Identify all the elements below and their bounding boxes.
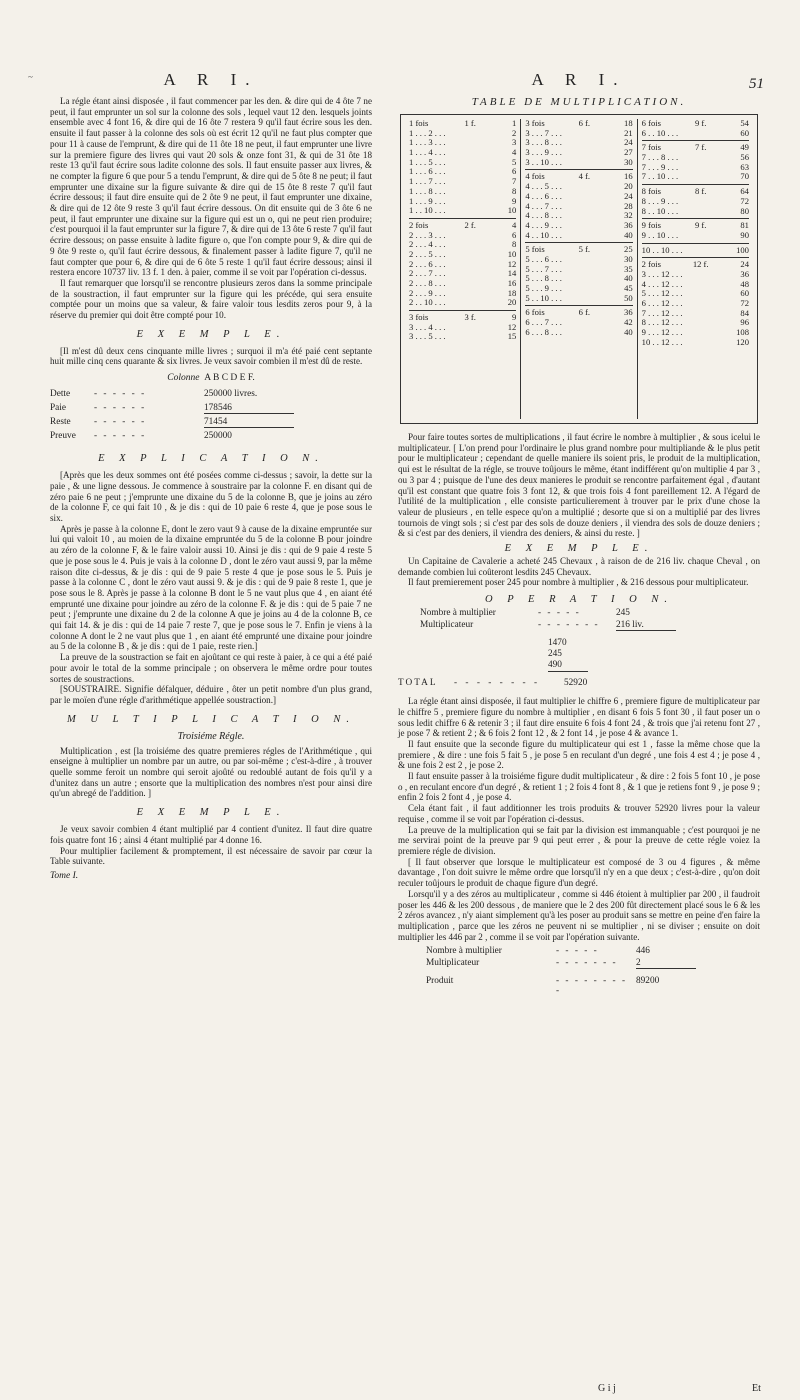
table-cell: 1 . . 10 . . .	[409, 205, 446, 216]
table-block	[642, 260, 749, 349]
table-cell: 30	[624, 253, 633, 264]
table-cell: 7 . . . 9 . . .	[641, 161, 679, 172]
section-heading-multiplication: M U L T I P L I C A T I O N.	[66, 713, 356, 725]
calc-dash: - - - - - -	[94, 403, 147, 414]
table-cell: 3 . . . 7 . . .	[525, 127, 562, 138]
table-cell: 6 f.	[578, 118, 591, 128]
table-column	[405, 119, 521, 419]
table-cell: 2 . . . 4 . . .	[409, 239, 446, 250]
table-block	[642, 246, 749, 259]
table-row	[642, 172, 749, 182]
table-cell: 2 . . 10 . . .	[409, 297, 446, 308]
paragraph: La régle étant ainsi disposée, il faut multiplier le chiffre 6 , premiere figure de multiplicateur par le chiffre 5 , premiere figure du nombre à multiplier , en disant 6 fois 5 font 30 , il faut poser un o sous ledit chiffre 6 & retenir 3 ; il faut dire ensuite 6 fois 4 font 24 , & trois que j'ai retenu font 27 , je pose 7 & retient 2 ; & 6 fois 2 font 12 , & 2 font 14 , je pose 4 & avance 1.	[398, 696, 760, 739]
table-row	[642, 207, 749, 217]
table-cell: 84	[740, 307, 749, 318]
table-cell: 120	[736, 336, 749, 347]
table-cell: 8 . . . 12 . . .	[641, 317, 683, 328]
table-cell: 1 fois	[409, 118, 429, 128]
margin-mark: ~	[28, 72, 33, 82]
table-cell: 21	[624, 127, 633, 138]
op-value: 89200	[636, 976, 660, 987]
table-cell: 10 . . 12 . . .	[641, 336, 683, 347]
table-cell: 6 . . . 12 . . .	[641, 298, 683, 308]
partial-product: 1470	[548, 638, 567, 649]
table-cell: 9	[512, 195, 517, 206]
table-row	[525, 158, 632, 168]
table-cell: 2 . . . 5 . . .	[409, 248, 446, 259]
table-cell: 90	[740, 229, 749, 240]
table-cell: 9 . . 10 . . .	[641, 229, 679, 240]
table-cell: 7 fois	[641, 142, 661, 153]
table-cell: 2 fois	[641, 259, 661, 270]
op-label: Multiplicateur	[426, 958, 480, 969]
calc-dash: - - - - - -	[94, 389, 147, 400]
table-cell: 7 . . 10 . . .	[641, 171, 679, 182]
table-cell: 4 . . . 12 . . .	[641, 278, 683, 289]
table-cell: 4 . . . 6 . . .	[525, 190, 562, 201]
table-cell: 2 . . . 9 . . .	[409, 287, 446, 298]
table-cell: 60	[740, 288, 749, 299]
total-value: 52920	[564, 678, 588, 689]
table-cell: 24	[624, 190, 633, 201]
table-block	[642, 221, 749, 243]
table-cell: 48	[740, 278, 749, 289]
paragraph: [Après que les deux sommes ont été posées comme ci-dessus ; savoir, la dette sur la paie , & une ligne dessous. Je commence à soustraire par la colonne F. en disant qui de zéro paie 6 ne peut ; j'emprunte une dixaine du 5 de la colonne B, que je joins au zéro de la colonne F, ce qui fait 10 , & je dis : qui de 10 paie 6 reste 4, que je pose sous le six.	[50, 470, 372, 523]
table-cell: 1 . . . 4 . . .	[409, 147, 446, 158]
table-cell: 3	[512, 137, 517, 148]
section-heading-explication: E X P L I C A T I O N.	[98, 453, 324, 465]
calc-row-paie	[50, 403, 372, 417]
table-cell: 18	[507, 287, 517, 298]
table-cell: 36	[740, 268, 749, 279]
table-cell: 1 . . . 3 . . .	[409, 137, 446, 148]
paragraph: Il faut ensuite que la seconde figure du multiplicateur qui est 1 , fasse la même chose que la premiere , & dire : une fois 5 fait 5 , je pose 5 en reculant d'un degré , une fois 4 est 4 ; je pose 4 , & une fois 2 est 2 , je pose 2.	[398, 738, 760, 771]
table-cell: 3 . . . 12 . . .	[641, 268, 683, 279]
table-cell: 56	[740, 152, 749, 163]
table-cell: 7	[512, 176, 517, 187]
table-cell: 6	[512, 166, 517, 177]
paragraph: Cela étant fait , il faut additionner les trois produits & trouver 52920 livres pour la valeur requise , comme il se voit par l'opération ci-dessus.	[398, 803, 760, 824]
table-cell: 35	[624, 263, 633, 274]
calc-label: Reste	[50, 417, 71, 428]
paragraph: Je veux savoir combien 4 étant multiplié par 4 contient d'unitez. Il faut dire quatre fois quatre font 16 ; ainsi 4 étant multiplié par 4 donne 16.	[50, 824, 372, 845]
table-cell: 81	[740, 220, 749, 231]
table-cell: 3 fois	[525, 118, 545, 128]
table-cell: 6 . . . 7 . . .	[525, 317, 562, 328]
colonne-label: Colonne	[167, 373, 200, 384]
table-row	[409, 206, 516, 216]
table-cell: 7 . . . 12 . . .	[641, 307, 683, 318]
paragraph: Il faut ensuite passer à la troisiéme figure dudit multiplicateur , & dire : 2 fois 5 font 10 , je pose o , en reculant encore d'un degré , & retient 1 ; 2 fois 4 font 8 , & 1 que je retiens font 9 , je pose 9 ; enfin 2 fois 2 font 4 , je pose 4.	[398, 771, 760, 803]
table-cell: 8	[512, 185, 517, 196]
table-cell: 40	[624, 273, 633, 284]
table-cell: 40	[624, 326, 633, 337]
table-cell: 80	[740, 205, 749, 216]
table-block	[525, 172, 632, 243]
small-op-row	[426, 976, 760, 997]
section-heading-exemple-2: E X E M P L E.	[136, 807, 286, 819]
table-row	[409, 332, 516, 342]
table-row	[525, 231, 632, 241]
table-block	[409, 313, 516, 344]
calc-row-reste	[50, 417, 372, 431]
table-block	[409, 119, 516, 219]
table-cell: 30	[624, 156, 633, 167]
table-cell: 12	[507, 258, 517, 269]
subtraction-calculation	[50, 389, 372, 445]
colonne-letters: A B C D E F.	[204, 373, 255, 384]
paragraph: Il faut premierement poser 245 pour nombre à multiplier , & 216 dessous pour multiplicateur.	[408, 577, 749, 588]
table-cell: 12	[507, 321, 517, 332]
table-cell: 16	[507, 278, 517, 288]
table-cell: 72	[740, 298, 749, 308]
table-column	[521, 119, 637, 419]
table-cell: 54	[740, 118, 749, 128]
table-cell: 32	[624, 210, 633, 221]
table-cell: 3 . . . 5 . . .	[409, 331, 446, 342]
table-block	[642, 119, 749, 141]
table-cell: 4 . . . 8 . . .	[525, 210, 562, 221]
table-cell: 1 . . . 8 . . .	[409, 185, 446, 196]
calc-label: Dette	[50, 389, 71, 400]
table-cell: 3 . . . 9 . . .	[525, 147, 562, 158]
signature-mark: G i j	[598, 1383, 616, 1394]
table-cell: 40	[624, 229, 633, 240]
calc-value: 71454	[204, 417, 294, 428]
table-cell: 36	[624, 307, 633, 318]
table-cell: 100	[736, 244, 749, 255]
total-dash: - - - - - - - -	[454, 678, 541, 689]
table-cell: 2 . . . 6 . . .	[409, 258, 446, 269]
table-cell: 36	[624, 219, 633, 230]
table-cell: 28	[624, 200, 633, 211]
table-cell: 63	[740, 161, 749, 172]
table-cell: 4 f.	[578, 171, 591, 182]
calc-value: 178546	[204, 403, 294, 414]
table-block	[642, 187, 749, 219]
table-cell: 42	[624, 317, 633, 328]
table-cell: 3 . . . 8 . . .	[525, 137, 562, 148]
calc-dash: - - - - - -	[94, 417, 147, 428]
table-cell: 5 . . . 8 . . .	[525, 273, 562, 284]
table-cell: 10 . . 10 . . .	[641, 244, 683, 255]
table-cell: 5 . . . 6 . . .	[525, 253, 562, 264]
column-letters	[50, 373, 372, 383]
table-row	[642, 231, 749, 241]
op-label: Multiplicateur	[420, 620, 474, 631]
table-cell: 3 fois	[409, 312, 429, 323]
page-number: 51	[749, 76, 764, 92]
table-cell: 5	[512, 156, 517, 167]
paragraph: La régle étant ainsi disposée , il faut commencer par les den. & dire qui de 4 ôte 7 ne peut, il faut emprunter un sol sur la colonne des sols , lequel vaut 12 den. lesquels joints ensemble avec 4 font 16, & dire qui de 16 ôte 7 restera 9 qu'il faut écrire sous les den. ensuite il faut passer à la colonne des sols où est écrit 12 qu'il ne faut plus compter que pour 11 à cause de l'emprunt, & dire qui de 11 ôte 18 ne peut, il faut emprunter une livre sur la premiere figure des livres qui vaut 20 sols & onze font 31, & qui de 31 ôte 18 reste 13 qu'il faut écrire sous ladite colonne des sols. Il faut ensuite passer aux livres, & ne compter la figure 6 que pour 5 a tendu l'emprunt, & dire qui de 5 ôte 8 ne peut; il faut emprunter une dixaine sur la figure suivante & dire qui de 15 ôte 8 reste 7 qu'il faut écrire dessous; il faut dire ensuite qui de 2 ôte 9 ne peut, il faut emprunter une dixaine, & dire qui de 12 ôte 9 reste 3 qu'il faut écrire dessous. On dit ensuite qui de 3 ôte 6 ne peut, il faut emprunter une dixaine sur la figure qui est un o, qui ne peut rien produire; c'est pourquoi il la faut emprunter sur la figure 7, & dire qui de 13 ôte 6 reste 7 qu'il faut écrire dessous; on passe ensuite à ladite figure o, que l'on compte pour 9, & dire qui de 9 ôte 9 reste o, qu'il faut écrire dessous, & finalement passer à ladite figure 7, qu'il ne faut compter que pour 6, & dire qui de 6 ôte 5 reste 1 qu'il faut écrire dessous; ainsi il restera encore 10737 liv. 13 f. 1 den. à paier, comme il se voit par l'opération ci-dessus.	[50, 96, 372, 278]
op-value: 245	[616, 608, 630, 619]
table-cell: 9	[512, 312, 517, 323]
running-head-left: A R I.	[163, 70, 259, 89]
table-cell: 1 . . . 7 . . .	[409, 176, 446, 187]
table-cell: 1	[512, 118, 517, 128]
table-cell: 18	[624, 118, 633, 128]
table-cell: 4 . . . 7 . . .	[525, 200, 562, 211]
paragraph: Il faut remarquer que lorsqu'il se rencontre plusieurs zeros dans la somme principale de la soustraction, il faut emprunter sur la figure qui les précéde, qui sera ensuite comptée pour un moins que sa valeur, & faire valoir tous lesdits zeros pour 9, à la réserve du premier qui doit être compté pour 10.	[50, 277, 372, 321]
multiplication-table	[400, 114, 758, 424]
table-cell: 10	[507, 248, 517, 259]
table-cell: 1 . . . 9 . . .	[409, 195, 446, 206]
paragraph: Lorsqu'il y a des zéros au multiplicateur , comme si 446 étoient à multiplier par 200 , il faudroit poser les 446 & les 200 dessous , de maniere que le 2 des 200 fût directement placé sous le 6 & les 2 zéros avancez , n'y aiant simplement qu'à les poser au produit sans se mettre en peine d'en faire la multiplication , parce que les zéros ne peuvent ni se multiplier , ni se diviser ; ensuite on doit multiplier les 446 par 2 , comme il se voit par l'opération suivante.	[398, 888, 760, 942]
op-row-multiplicateur	[420, 620, 760, 632]
paragraph: Après je passe à la colonne E, dont le zero vaut 9 à cause de la dixaine empruntée sur lui qui valoit 10 , au moien de la dixaine empruntée du 5 de la colonne B pour joindre au zéro de la colonne F, & le faire valoir aussi 10. Ainsi je dis : qui de 9 paie 4 reste 5 que je pose sous le 4. Puis je vais à la colonne D , dont le zéro vaut aussi 9, par la même raison dite ci-dessus, & je dis : qui de 9 paie 5 reste 4 que je pose sous le 5. Puis je passe à la colonne C , dont le zéro vaut aussi 9. & je dis : qui de 9 paie 8 reste 1, que je pose sous le 8. Après je passe à la colonne B dont le 5 ne vaut plus que 4 , en aiant été emprunté une dixaine pour joindre au zéro de la colonne F. & je dis : qui de 5 paie 7 ne peut ; j'emprunte une dixaine du 2 de la colonne A que je joins au 4 de la colonne B, ce qui fait 14. & je dis : qui de 14 paie 7 reste 7, que je pose sous le 7. Enfin je viens à la colonne A dont le 2 ne vaut plus que 1 , en aiant été emprunté une dixaine pour joindre au 5 de la colonne B , & je dis : qui de 1 paie, reste rien.]	[50, 523, 372, 652]
table-cell: 15	[507, 331, 517, 342]
table-cell: 3 . . . 4 . . .	[409, 321, 446, 332]
small-operation	[426, 946, 760, 997]
table-cell: 12 f.	[692, 259, 709, 270]
table-block	[409, 221, 516, 311]
calc-label: Preuve	[50, 431, 76, 442]
table-cell: 2 f.	[464, 219, 476, 230]
table-cell: 8 . . 10 . . .	[641, 205, 679, 216]
table-cell: 5 . . . 7 . . .	[525, 263, 562, 274]
table-cell: 4	[512, 147, 517, 158]
left-column	[50, 70, 372, 881]
table-cell: 9 f.	[694, 118, 707, 128]
calc-dash: - - - - - -	[94, 431, 147, 442]
op-value: 216 liv.	[616, 620, 676, 631]
table-block	[525, 119, 632, 170]
paragraph: Un Capitaine de Cavalerie a acheté 245 Chevaux , à raison de de 216 liv. chaque Cheval , on demande combien lui coûteront lesdits 245 Chevaux.	[398, 556, 760, 577]
op-label: Produit	[426, 976, 454, 987]
table-cell: 72	[740, 195, 749, 206]
paragraph: La preuve de la soustraction se fait en ajoûtant ce qui reste à paier, à ce qui a été paié pour avoir le total de la somme principale ; on observera le même ordre pour toutes sortes de soustractions.	[50, 652, 372, 684]
partial-product: 490	[548, 660, 588, 672]
table-cell: 6 f.	[578, 307, 591, 318]
paragraph: [ Il faut observer que lorsque le multiplicateur est composé de 3 ou 4 figures , & même davantage , l'on doit suivre le même ordre que lorsqu'il n'y en a que deux ; c'est-à-dire , qu'on doit reculer toûjours le produit de chaque figure d'un degré.	[398, 856, 760, 889]
table-cell: 5 . . . 12 . . .	[641, 288, 683, 299]
table-cell: 4 . . . 9 . . .	[525, 219, 562, 230]
table-cell: 64	[740, 186, 749, 197]
table-block-head	[642, 246, 749, 256]
table-cell: 25	[624, 244, 633, 255]
table-block	[525, 245, 632, 306]
table-row	[525, 328, 632, 338]
partial-products	[548, 638, 588, 672]
tome-signature: Tome I.	[50, 870, 79, 881]
table-cell: 96	[740, 317, 749, 328]
op-label: Nombre à multiplier	[420, 608, 496, 619]
table-cell: 1 f.	[464, 118, 476, 128]
op-value: 446	[636, 946, 650, 957]
calc-value: 250000 livres.	[204, 389, 258, 400]
table-row	[642, 129, 749, 139]
table-cell: 27	[624, 147, 633, 158]
paragraph: Multiplication , est [la troisiéme des quatre premieres régles de l'Arithmétique , qui enseigne à multiplier un nombre par un autre, ou par soi-même ; c'est-à-dire , à trouver quelle somme feroit un nombre qui seroit ajoûté ou redoublé autant de fois qu'il y a d'unitez dans un autre ; ensorte que la multiplication des nombres n'est pour ainsi dire qu'un abregé de l'addition. ]	[50, 745, 372, 799]
paragraph: La preuve de la multiplication qui se fait par la division est immanquable ; c'est pourquoi je ne me servirai point de la preuve par 9 qui peut errer , & pour la preuve de cette régle voiez la premiere régle de division.	[398, 824, 760, 856]
running-head-right: A R I.	[531, 70, 627, 89]
op-dash: - - - - - - -	[556, 958, 618, 969]
table-cell: 4	[512, 219, 517, 230]
table-cell: 9 . . . 12 . . .	[641, 327, 683, 338]
table-cell: 2 fois	[409, 219, 429, 230]
calc-row-dette	[50, 389, 372, 403]
total-label: TOTAL	[398, 678, 438, 689]
section-heading-operation: O P E R A T I O N.	[484, 594, 674, 606]
paragraph: [Il m'est dû deux cens cinquante mille livres ; surquoi il m'a été paié cent septante huit mille cinq cens quarante & six livres. Je veux savoir combien il m'est dû de reste.	[50, 345, 372, 367]
table-cell: 7 f.	[694, 142, 707, 153]
table-cell: 5 f.	[578, 244, 591, 255]
calc-value: 250000	[204, 431, 232, 442]
table-cell: 6 . . . 8 . . .	[525, 326, 562, 337]
op-dash: - - - - -	[556, 946, 599, 957]
table-cell: 20	[624, 181, 633, 192]
op-value: 2	[636, 958, 696, 969]
calc-label: Paie	[50, 403, 67, 414]
table-block	[642, 143, 749, 185]
operation-rows	[420, 608, 760, 632]
table-cell: 6 fois	[641, 118, 661, 128]
small-op-row	[426, 946, 760, 958]
table-row	[525, 294, 632, 304]
table-cell: 2	[512, 127, 517, 138]
table-cell: 4 . . 10 . . .	[525, 229, 562, 240]
table-column	[638, 119, 753, 419]
table-cell: 60	[740, 127, 749, 138]
op-dash: - - - - - - - - -	[556, 976, 628, 997]
catchword: Et	[752, 1383, 761, 1394]
table-row	[409, 298, 516, 308]
right-column	[398, 70, 760, 997]
table-cell: 6	[512, 229, 517, 240]
table-cell: 3 . . 10 . . .	[525, 156, 562, 167]
table-cell: 45	[624, 283, 633, 293]
paragraph: Pour multiplier facilement & promptement, il est nécessaire de savoir par cœur la Table suivante.	[50, 845, 372, 867]
section-heading-exemple-right: E X E M P L E.	[504, 543, 654, 555]
table-cell: 24	[740, 259, 749, 270]
table-cell: 1 . . . 5 . . .	[409, 156, 446, 167]
table-cell: 14	[507, 268, 517, 279]
total-row	[398, 678, 760, 688]
table-cell: 70	[740, 171, 749, 182]
table-cell: 9 f.	[694, 220, 707, 231]
section-heading-exemple: E X E M P L E.	[136, 328, 286, 340]
op-row-nombre	[420, 608, 760, 620]
table-cell: 50	[624, 292, 633, 303]
table-cell: 2 . . . 3 . . .	[409, 229, 446, 240]
subheading-troisieme-regle: Troisiéme Régle.	[177, 730, 245, 742]
table-cell: 49	[740, 142, 749, 153]
table-cell: 20	[507, 297, 517, 308]
op-label: Nombre à multiplier	[426, 946, 502, 957]
table-block	[525, 308, 632, 339]
paragraph: Pour faire toutes sortes de multiplications , il faut écrire le nombre à multiplier , & sous icelui le multiplicateur. [ L'on prend pour l'ordinaire le plus grand nombre pour multipliande & le plus petit pour le multiplicateur ; cependant de quelle maniere ils soient pris, le produit de la multiplication, qui est le résultat de la régle, se trouve toûjours le même, étant indifférent qu'on multiplie 4 par 3 , ou 3 par 4 ; puisque de l'une des deux manieres le produit se rencontre parfaitement égal , d'autant qu'il est constant que quatre fois 3 font 12, & que trois fois 4 font pareillement 12. A l'égard de l'utilité de la multiplication , elle consiste particulierement à trouver par le prix d'une chose la valeur de plusieurs , en telle espece qu'on a multiplié ; desorte que si on a multiplié par des livres tournois de vingt sols ; si c'est par des sols de douze deniers , il viendra des sols de douze deniers ; & si c'est par des deniers, il viendra des deniers, & ainsi du reste. ]	[398, 432, 760, 539]
table-cell: 16	[624, 171, 633, 182]
table-cell: 4 . . . 5 . . .	[525, 181, 562, 192]
table-cell: 8	[512, 239, 517, 250]
table-cell: 9 fois	[641, 220, 661, 231]
op-dash: - - - - - - -	[538, 620, 600, 631]
small-op-row	[426, 958, 760, 970]
paragraph: [SOUSTRAIRE. Signifie défalquer, déduire , ôter un petit nombre d'un plus grand, par le moïen d'une régle d'arithmétique appellée soustraction.]	[50, 684, 372, 705]
table-cell: 8 fois	[641, 186, 661, 197]
table-cell: 5 . . 10 . . .	[525, 292, 562, 303]
partial-product: 245	[548, 649, 562, 660]
table-cell: 5 fois	[525, 244, 545, 255]
table-cell: 1 . . . 2 . . .	[409, 127, 446, 138]
table-cell: 2 . . . 7 . . .	[409, 268, 446, 279]
table-cell: 1 . . . 6 . . .	[409, 166, 446, 177]
table-title: TABLE DE MULTIPLICATION.	[471, 96, 687, 108]
op-dash: - - - - -	[538, 608, 581, 619]
table-cell: 10	[507, 205, 517, 216]
calc-row-preuve	[50, 431, 372, 445]
table-cell: 2 . . . 8 . . .	[409, 278, 446, 288]
table-cell: 108	[736, 327, 749, 338]
table-cell: 8 f.	[694, 186, 707, 197]
table-cell: 7 . . . 8 . . .	[641, 152, 679, 163]
table-row	[642, 338, 749, 348]
table-cell: 6 fois	[525, 307, 545, 318]
table-cell: 24	[624, 137, 633, 148]
table-cell: 6 . . 10 . . .	[641, 127, 679, 138]
table-cell: 4 fois	[525, 171, 545, 182]
table-cell: 8 . . . 9 . . .	[641, 195, 679, 206]
table-cell: 3 f.	[464, 312, 476, 323]
table-cell: 5 . . . 9 . . .	[525, 283, 562, 293]
